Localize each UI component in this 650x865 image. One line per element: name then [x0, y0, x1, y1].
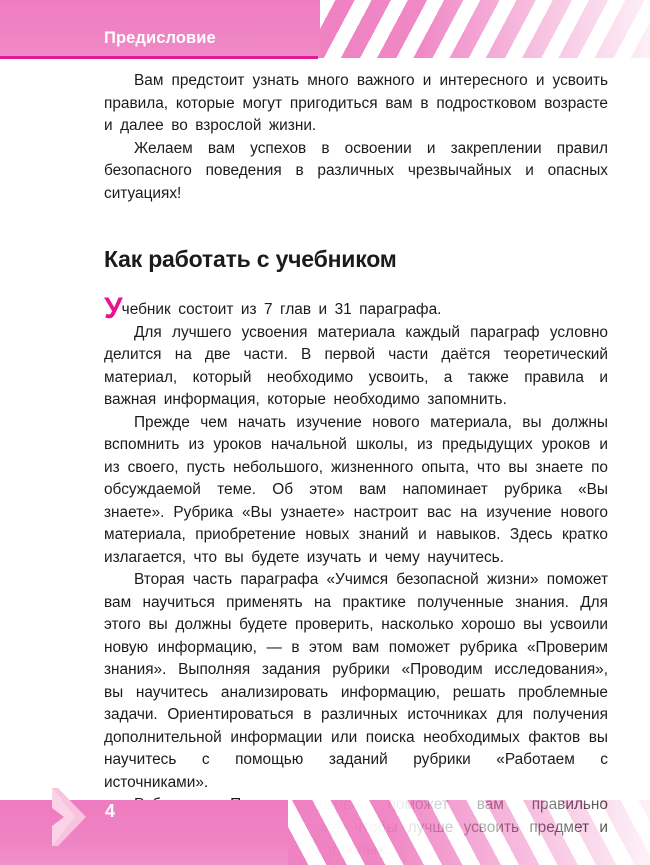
footer-background	[0, 800, 300, 865]
page-footer	[0, 800, 650, 865]
page-content	[104, 70, 608, 862]
body-paragraph-3: Вторая часть параграфа «Учимся безопасной жизни» поможет вам научиться применять на практике полученные знания. Для этого вы должны будете проверить, насколько хорошо вы усвоили новую информацию, — в этом вам поможет рубрика «Проверим знания». Выполняя задания рубрики «Проводим исследования», вы научитесь анализировать информацию, решать проблемные задачи. Ориентироваться в различных источниках для получения дополнительной информации или поиска необходимых фактов вы научитесь с помощью заданий рубрики «Работаем с источниками».	[104, 571, 608, 791]
dropcap-paragraph-text: чебник состоит из 7 глав и 31 параграфа.	[121, 301, 442, 319]
intro-paragraph-1: Вам предстоит узнать много важного и интересного и усвоить правила, которые могут пригодиться вам в подростковом возрасте и далее во взрослой жизни.	[104, 72, 608, 134]
dropcap-paragraph	[104, 292, 608, 326]
chevron-right-icon	[48, 786, 90, 848]
header-underline-rule	[0, 56, 318, 59]
section-heading: Как работать с учебником	[104, 246, 397, 272]
footer-diagonal-stripes-decoration	[288, 800, 650, 865]
page-title: Предисловие	[104, 29, 216, 47]
body-paragraph-1: Для лучшего усвоения материала каждый параграф условно делится на две части. В первой части даётся теоретический материал, который необходимо усвоить, а также правила и важная информация, которые необходимо запомнить.	[104, 323, 608, 409]
page-header	[0, 0, 650, 58]
page-number: 4	[105, 801, 116, 821]
header-diagonal-stripes-decoration	[320, 0, 650, 58]
section-heading-wrap	[104, 247, 608, 272]
dropcap-letter: У	[104, 292, 122, 326]
body-paragraph-2: Прежде чем начать изучение нового материала, вы должны вспомнить из уроков начальной школы, из предыдущих уроков и из своего, пусть небольшого, жизненного опыта, что вы знаете по обсуждаемой теме. Об этом вам напоминает рубрика «Вы знаете». Рубрика «Вы узнаете» настроит вас на изучение нового материала, приобретение новых знаний и навыков. Здесь кратко излагается, что вы будете изучать и чему научитесь.	[104, 413, 608, 566]
intro-paragraph-2: Желаем вам успехов в освоении и закреплении правил безопасного поведения в различных чрезвычайных и опасных ситуациях!	[104, 139, 608, 202]
